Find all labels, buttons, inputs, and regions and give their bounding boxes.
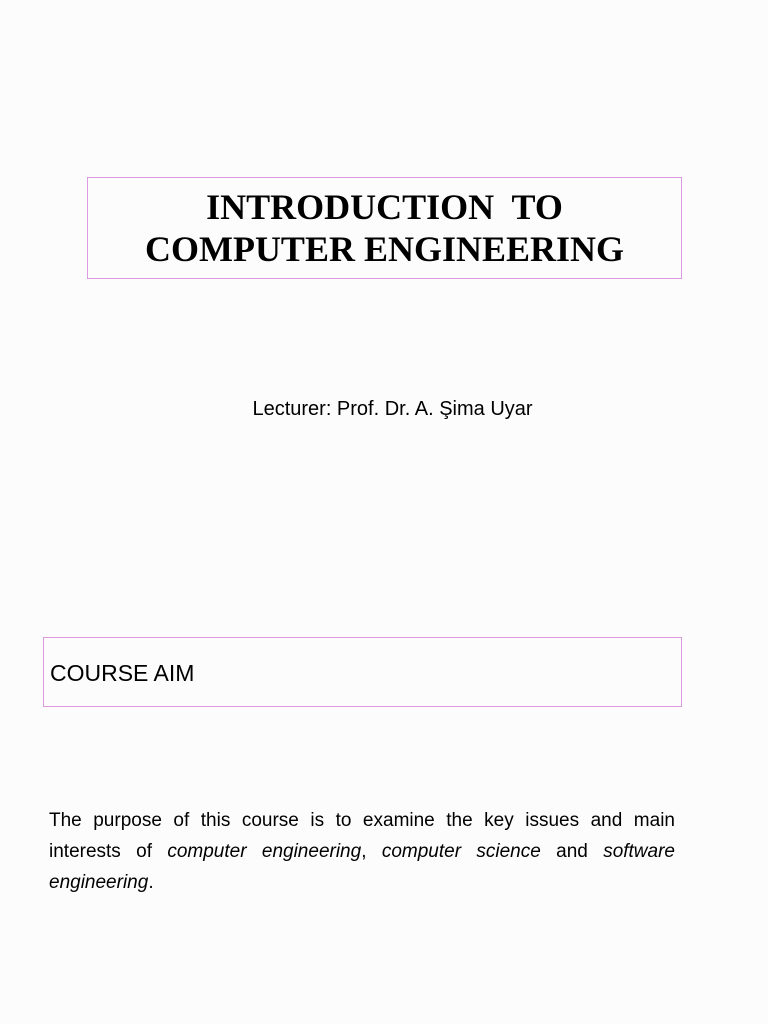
lecturer-text: Lecturer: Prof. Dr. A. Şima Uyar <box>252 398 533 420</box>
term-software-engineering: software engineering <box>49 841 675 893</box>
paragraph-text: The purpose of this course is to examine the key issues and main interests of <box>49 810 675 862</box>
course-aim-box <box>43 637 682 707</box>
separator-2: and <box>540 841 604 862</box>
title-box <box>87 177 682 279</box>
title-line-1: INTRODUCTION TO <box>206 187 563 227</box>
paragraph-end: . <box>148 872 154 893</box>
term-computer-science: computer science <box>381 841 541 862</box>
course-aim-heading: COURSE AIM <box>50 660 195 686</box>
course-aim-paragraph <box>49 805 675 898</box>
separator-1: , <box>361 841 382 862</box>
term-computer-engineering: computer engineering <box>167 841 362 862</box>
title-line-2: COMPUTER ENGINEERING <box>144 229 625 269</box>
